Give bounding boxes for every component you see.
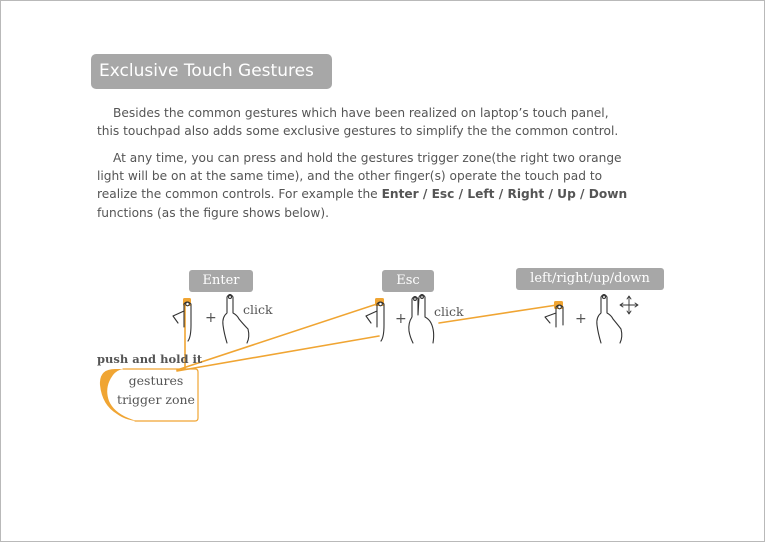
enter-tag: Enter [189,270,253,292]
trigger-zone-label [115,371,197,409]
instruction-line-4: functions (as the figure shows below). [97,205,329,220]
esc-tag: Esc [382,270,434,292]
trigger-zone-line-2: trigger zone [117,392,195,407]
instruction-line-2: light will be on at the same time), and the other finger(s) operate the touch pad to [97,169,603,184]
click-label: click [434,304,464,319]
move-arrows-icon [620,296,638,314]
intro-line-2: this touchpad also adds some exclusive gestures to simplify the the common control. [97,124,619,139]
click-label: click [243,302,273,317]
plus-sign: + [395,311,407,327]
function-list: Enter / Esc / Left / Right / Up / Down [381,187,628,202]
plus-sign: + [205,310,217,326]
intro-line-1: Besides the common gestures which have been realized on laptop’s touch panel, [113,106,609,120]
directions-tag: left/right/up/down [516,268,664,290]
two-finger-click-icon [409,295,434,344]
instruction-line-3-text: realize the common controls. For example the [97,187,382,202]
hand-holding-icon [173,302,191,341]
plus-sign: + [575,311,587,327]
section-title: Exclusive Touch Gestures [91,54,332,89]
instruction-line-1: At any time, you can press and hold the gestures trigger zone(the right two orange [113,151,622,165]
push-and-hold-label: push and hold it [97,352,203,366]
hand-holding-icon [366,302,384,341]
trigger-zone-line-1: gestures [128,373,184,388]
single-finger-click-icon [597,295,622,344]
hand-holding-icon [545,305,563,327]
